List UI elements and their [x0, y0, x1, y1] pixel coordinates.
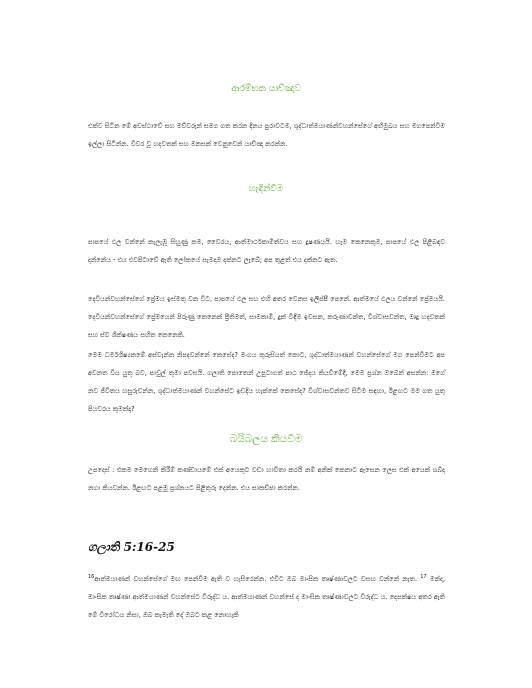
verse-16-text: ආත්මයාණන් වහන්සේගේ මඟ පෙන්වීම ඇති ව හැසිරෙන්න. එවිට ඔබ මාංසික තෘෂ්ණාවලට වසඟ වන්නේ නැත. [94, 575, 421, 583]
verse-17-text: මන්ද, මාංසික තෘෂ්ණා ආත්මයාණන් වහන්සේට විරුද්ධ ය. ආත්මයාණන් වහන්සේ ද මාංසික තෘෂ්ණාවලට විරුද්ධ ය. දෙපක්ෂය අතර ඇති මේ විරෝධය නිසා, ඔබ කැමැති දේ ඔබට කළ නොහැකි [88, 575, 445, 619]
scripture-passage [88, 570, 445, 624]
introduction-paragraph-1: පාපයේ ඵල වන්නේ කැලැඹූ සිහුණු කම, වෛරය, ආත්මාර්ථකාමීත්වය සහ දුෂණයයි. හැම කෙනෙකුම, පාපයේ ඵල පිළිබඳව දන්නේය - එය එවපිටාවේ ඇති ලෝකයේ සැමදාම දක්නට ලැබේ; අප තුළත් එය දක්නට ඇත. [88, 238, 445, 264]
opening-prayer-heading: ආරම්භක යාච්ඤාව [231, 84, 301, 94]
scripture-reference: ගලාති 5:16-25 [88, 540, 175, 554]
bible-reading-heading: බයිබලය කියවීම [229, 433, 303, 445]
verse-number-16: 16 [88, 573, 95, 580]
introduction-heading: හැඳින්වීම [248, 184, 284, 194]
verse-number-17: 17 [420, 573, 427, 580]
opening-prayer-paragraph: එක්ව සිටින මේ අවස්ථාවේ සහ මව්වරුන් සමග ගත කරන දිනය පුරාවටම, ශුද්ධාත්මයාණන්වහන්සේගේ අභිමුඛය සහ මගපෙන්වීම ඉල්ලා සිටින්න. විවර වූ හදවතක් සහ මනසක් වෙනුවෙන් යාච්ඤා කරන්න. [88, 122, 445, 148]
introduction-paragraph-2: දෙවියන්වහන්සේගේ ප්‍රේමය ඉස්මතු වන විට, පාපයේ ඵල සහ එහි අතර වෙනස ඉලිප්පී පෙනේ. ආත්මයේ ඵලය වන්නේ ප්‍රේමයයි. දෙවියන්වහන්සේගේ ප්‍රේමයෙන් පිරුණු කෙනෙක් ප්‍රීතිමත්, සාමකාමී, දුක් විඳීම ඉවසන, කරුණාවන්ත, විශ්වාසවන්ත, මෘදු හදවතක් සහ ස්ව ශික්ෂණය සහිත කෙනෙකි. [88, 295, 445, 339]
introduction-paragraph-3: මෙම ධර්මශිෂ්‍යකමේ අස්වැන්න නිපදවන්නේ කෙසේද? මංගය කුරුසියත් කොට, ශුද්ධාත්මයාණන් වහන්සේගේ මග පෙන්වීමට අප අවනත විය යුතු බව, පාවුල් තුමා පවසයි. ගලාති පොතෙන් උපුටාගත් පාඨ ජේදය කියවීමේදී, මෙම ප්‍රශ්න ඔබෙන් අසන්න: මගේ නව ජීවිතය හසුරුවන්න, ශුද්ධාත්මයාණන් වහන්සේට ඉඩදිය හැක්කේ කෙසේද? විශ්වාසවන්තව සිටීම සඳහා, ඊළඟට මම ගත යුතු පියවරය කුමක්ද? [88, 351, 445, 413]
bible-reading-instructions: උපදෙස් : එකම මෙහෙනි කිරීම් කණ්ඩායමේ එක් අයෙකුට වඩා හාවිතා කරයි නම් අනික් කෙනාට ඇසෙන ලෙස එක් අයෙක් ශබ්ද නගා කියවන්න. ඊළඟට පළමු ප්‍රශ්නයට පිළිතුරු දෙන්න. එය සාකච්ඡා කරන්න. [88, 466, 445, 492]
